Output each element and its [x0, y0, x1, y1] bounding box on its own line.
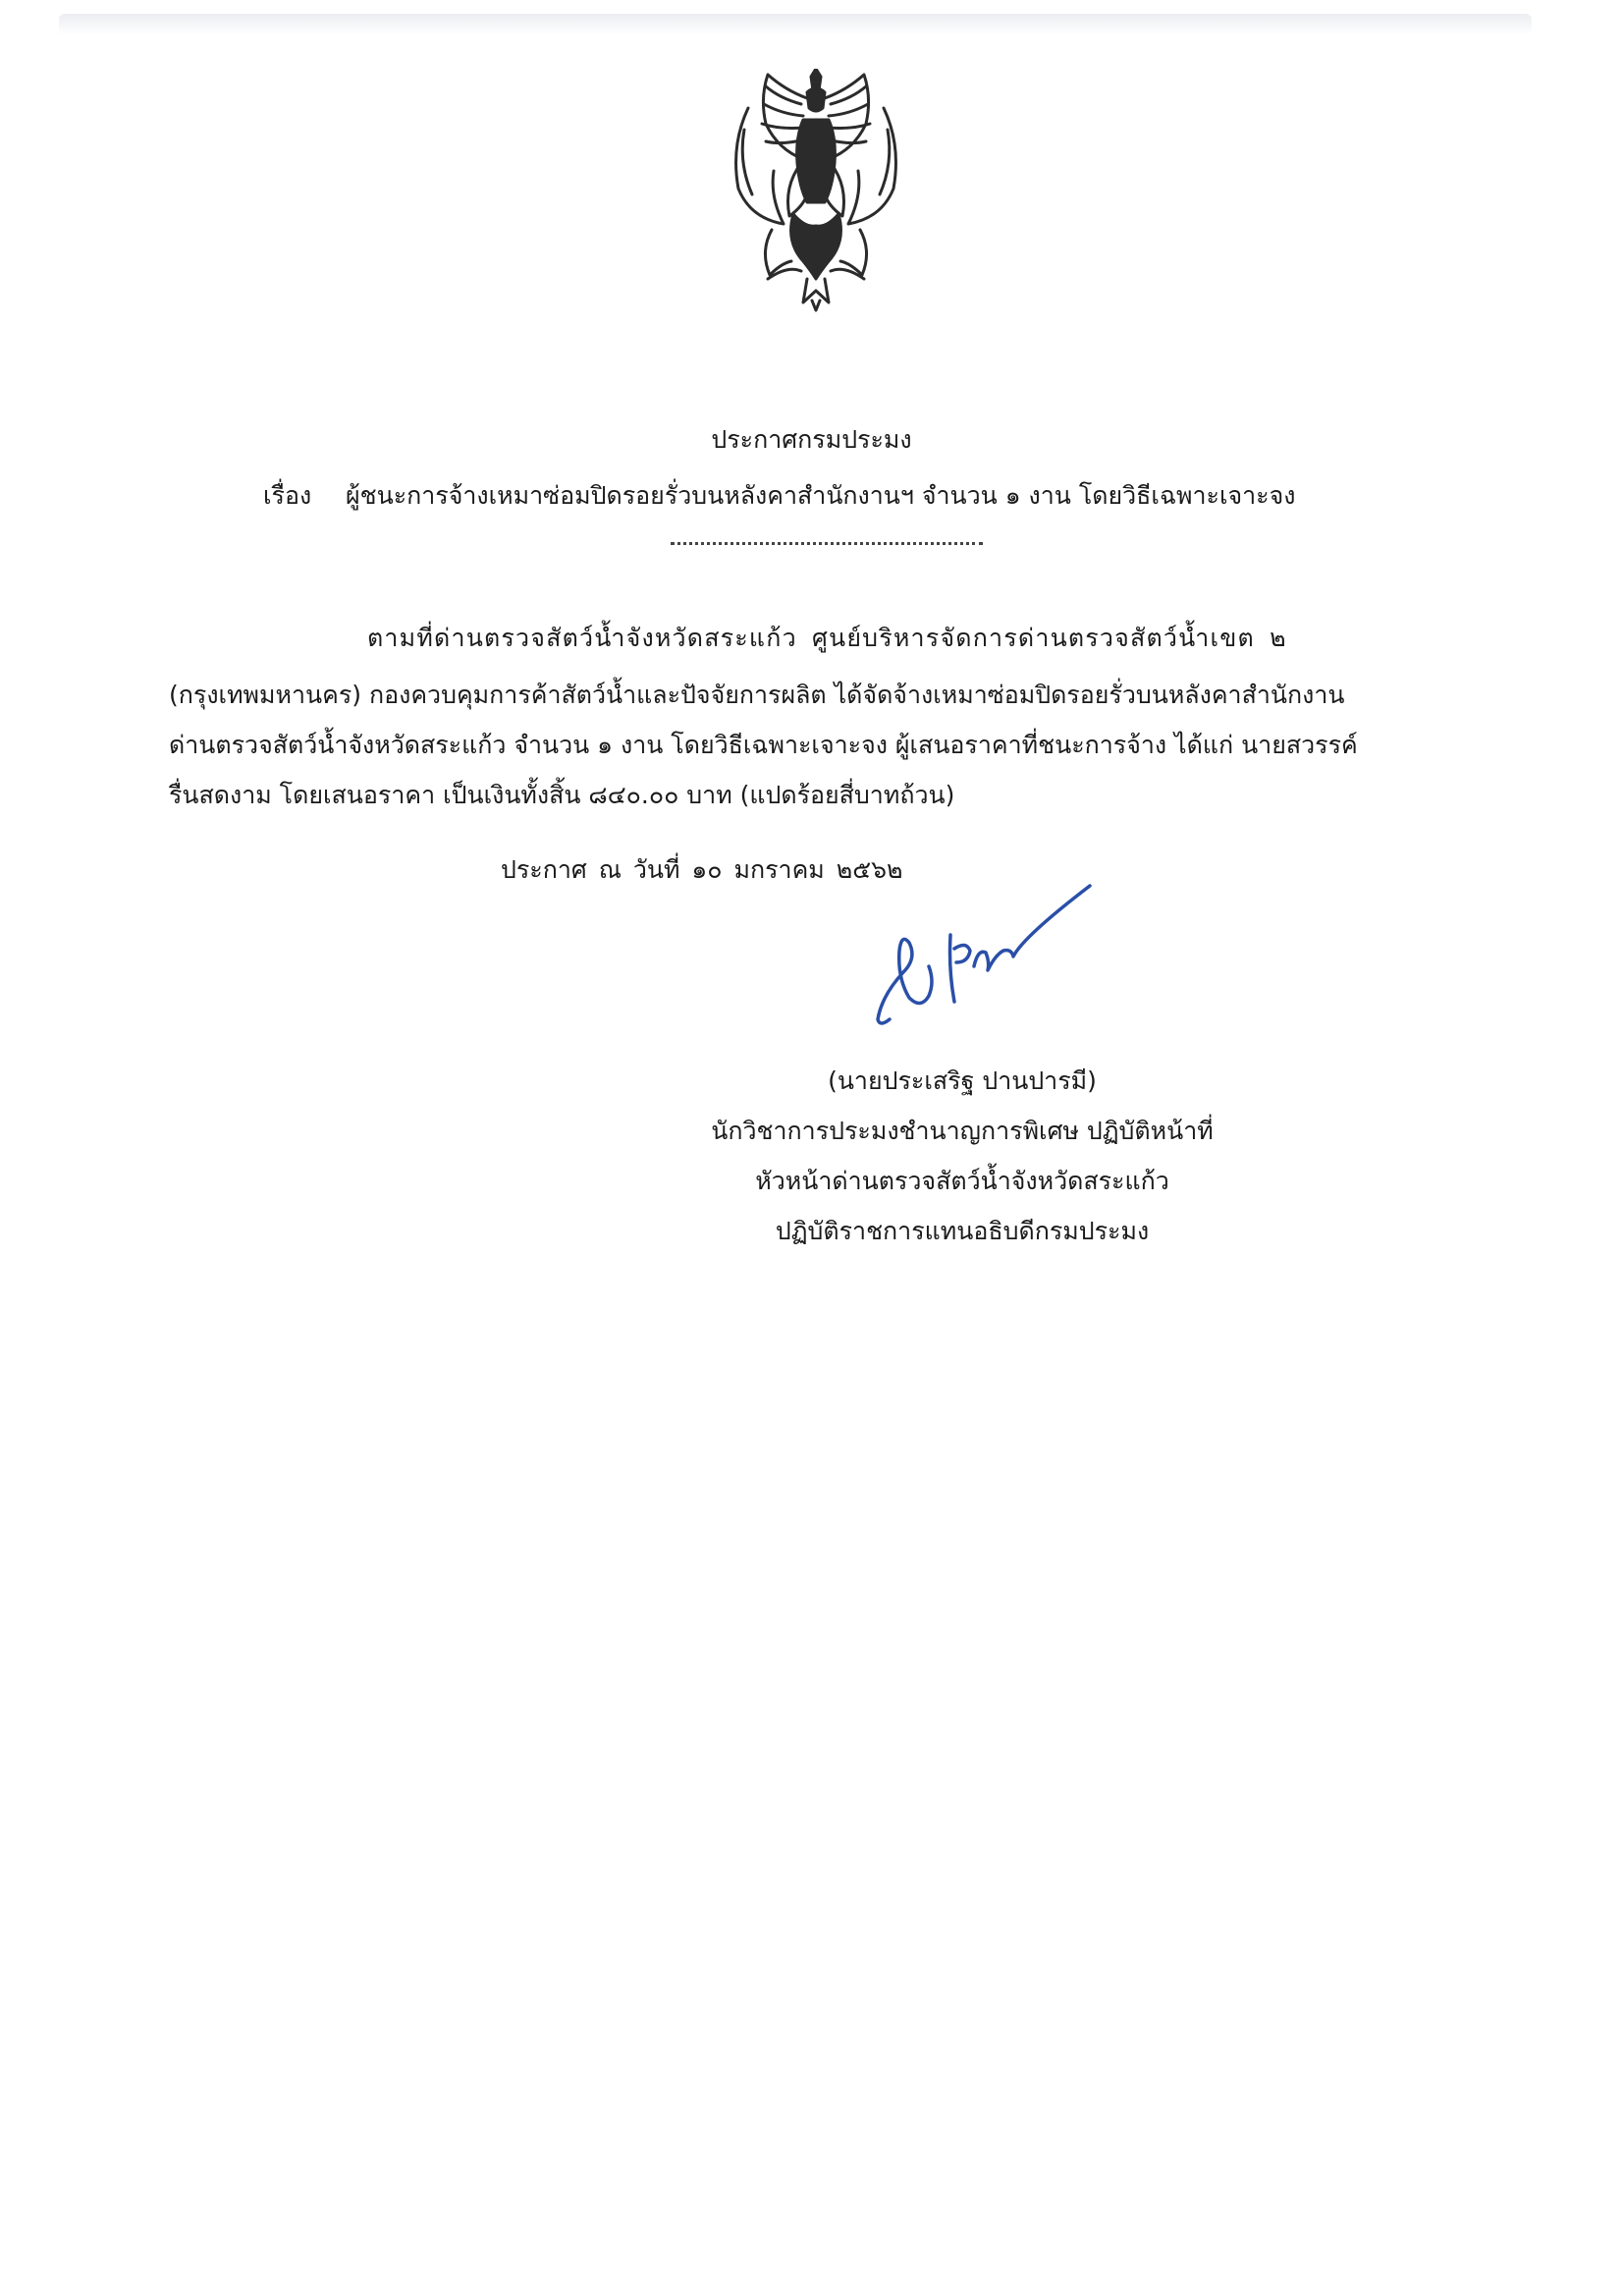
announcement-title: ประกาศกรมประมง — [711, 425, 912, 454]
subject-label: เรื่อง — [263, 481, 312, 510]
garuda-emblem-icon — [709, 69, 923, 312]
body-line: (กรุงเทพมหานคร) กองควบคุมการค้าสัตว์น้ำและปัจจัยการผลิต ได้จัดจ้างเหมาซ่อมปิดรอยรั่วบนหลังคาสำนักงาน — [169, 681, 1345, 709]
signer-block — [628, 1056, 1296, 1256]
signer-name: (นายประเสริฐ ปานปารมี) — [828, 1066, 1097, 1095]
signer-position: หัวหน้าด่านตรวจสัตว์น้ำจังหวัดสระแก้ว — [755, 1167, 1169, 1195]
subject-line — [263, 476, 1441, 516]
body-line: ด่านตรวจสัตว์น้ำจังหวัดสระแก้ว จำนวน ๑ งาน โดยวิธีเฉพาะเจาะจง ผู้เสนอราคาที่ชนะการจ้าง ได้แก่ นายสวรรค์ — [169, 731, 1358, 759]
signer-position: ปฏิบัติราชการแทนอธิบดีกรมประมง — [775, 1217, 1150, 1245]
subject-text: ผู้ชนะการจ้างเหมาซ่อมปิดรอยรั่วบนหลังคาสำนักงานฯ จำนวน ๑ งาน โดยวิธีเฉพาะเจาะจง — [346, 481, 1296, 510]
dotted-separator — [671, 542, 983, 545]
signer-position: นักวิชาการประมงชำนาญการพิเศษ ปฏิบัติหน้าที่ — [711, 1117, 1214, 1145]
scan-shadow — [59, 14, 1532, 35]
handwritten-signature — [864, 872, 1100, 1039]
announcement-date: ประกาศ ณ วันที่ ๑๐ มกราคม ๒๕๖๒ — [501, 855, 903, 884]
body-line: ตามที่ด่านตรวจสัตว์น้ำจังหวัดสระแก้ว ศูนย์บริหารจัดการด่านตรวจสัตว์น้ำเขต ๒ — [367, 624, 1287, 652]
body-line: รื่นสดงาม โดยเสนอราคา เป็นเงินทั้งสิ้น ๘๔๐.๐๐ บาท (แปดร้อยสี่บาทถ้วน) — [169, 781, 955, 809]
